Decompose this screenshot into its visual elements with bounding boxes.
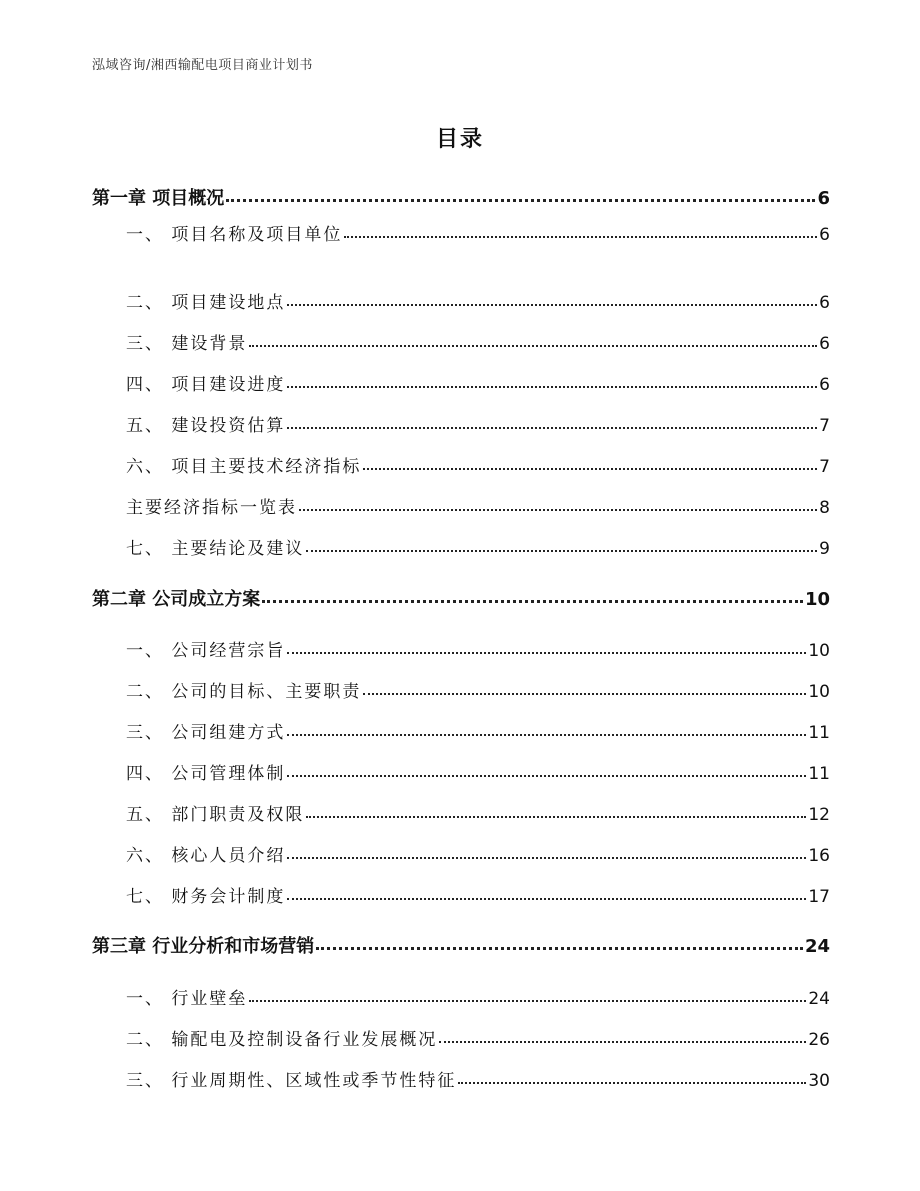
toc-dot-leader	[262, 587, 803, 605]
toc-entry[interactable]	[126, 1025, 830, 1050]
toc-entry[interactable]	[126, 288, 830, 313]
toc-entry[interactable]	[126, 882, 830, 907]
toc-page-number: 10	[808, 641, 830, 661]
toc-page-number: 16	[808, 846, 830, 866]
toc-page-number: 6	[819, 293, 830, 313]
page-header: 泓域咨询/湘西输配电项目商业计划书	[92, 58, 313, 73]
toc-page-number: 26	[808, 1030, 830, 1050]
toc-entry[interactable]	[126, 677, 830, 702]
toc-entry[interactable]	[126, 534, 830, 559]
toc-dot-leader	[344, 223, 817, 240]
toc-page-number: 24	[804, 936, 830, 957]
toc-entry-label: 五、 部门职责及权限	[126, 805, 305, 825]
toc-entry-label: 二、 项目建设地点	[126, 293, 286, 313]
toc-entry-label: 三、 行业周期性、区域性或季节性特征	[126, 1071, 457, 1091]
toc-page-number: 12	[808, 805, 830, 825]
toc-entry-label: 六、 核心人员介绍	[126, 846, 286, 866]
toc-dot-leader	[226, 186, 815, 204]
toc-entry[interactable]	[126, 636, 830, 661]
toc-dot-leader	[299, 496, 817, 513]
toc-dot-leader	[287, 885, 806, 902]
toc-entry[interactable]	[126, 452, 830, 477]
toc-dot-leader	[249, 332, 817, 349]
toc-page-number: 6	[819, 375, 830, 395]
toc-page-number: 11	[808, 764, 830, 784]
page-title: 目录	[435, 127, 484, 152]
toc-page-number: 7	[819, 457, 830, 477]
toc-page-number: 7	[819, 416, 830, 436]
toc-entry[interactable]	[126, 841, 830, 866]
toc-entry[interactable]	[126, 370, 830, 395]
toc-dot-leader	[458, 1069, 806, 1086]
toc-chapter-1[interactable]	[92, 184, 830, 210]
toc-entry[interactable]	[126, 759, 830, 784]
toc-entry-label: 六、 项目主要技术经济指标	[126, 457, 362, 477]
toc-dot-leader	[287, 639, 806, 656]
toc-entry-label: 五、 建设投资估算	[126, 416, 286, 436]
toc-entry-label: 四、 项目建设进度	[126, 375, 286, 395]
toc-entry-label: 四、 公司管理体制	[126, 764, 286, 784]
toc-entry[interactable]	[126, 329, 830, 354]
toc-page-number: 6	[819, 225, 830, 245]
toc-dot-leader	[287, 721, 806, 738]
toc-dot-leader	[287, 291, 817, 308]
toc-chapter-3[interactable]	[92, 932, 830, 958]
toc-chapter-2[interactable]	[92, 585, 830, 611]
toc-entry[interactable]	[126, 984, 830, 1009]
toc-entry-label: 三、 建设背景	[126, 334, 248, 354]
toc-page-number: 10	[808, 682, 830, 702]
toc-dot-leader	[316, 934, 803, 952]
toc-entry-label: 七、 财务会计制度	[126, 887, 286, 907]
toc-entry[interactable]	[126, 718, 830, 743]
toc-dot-leader	[363, 680, 806, 697]
toc-dot-leader	[287, 373, 817, 390]
toc-dot-leader	[306, 803, 806, 820]
toc-page-number: 11	[808, 723, 830, 743]
toc-dot-leader	[287, 844, 806, 861]
toc-chapter-label: 第一章 项目概况	[92, 188, 225, 209]
toc-dot-leader	[287, 762, 806, 779]
toc-entry-label: 一、 行业壁垒	[126, 989, 248, 1009]
toc-page-number: 8	[819, 498, 830, 518]
toc-entry-label: 主要经济指标一览表	[126, 498, 297, 518]
toc-page-number: 24	[808, 989, 830, 1009]
toc-entry-label: 二、 输配电及控制设备行业发展概况	[126, 1030, 438, 1050]
toc-chapter-label: 第二章 公司成立方案	[92, 589, 261, 610]
toc-page-number: 10	[804, 589, 830, 610]
toc-page-number: 17	[808, 887, 830, 907]
toc-dot-leader	[363, 455, 817, 472]
toc-page-number: 6	[817, 188, 830, 209]
toc-chapter-label: 第三章 行业分析和市场营销	[92, 936, 315, 957]
toc-dot-leader	[306, 537, 817, 554]
toc-page-number: 9	[819, 539, 830, 559]
toc-entry[interactable]	[126, 220, 830, 245]
toc-page-number: 30	[808, 1071, 830, 1091]
toc-entry-label: 七、 主要结论及建议	[126, 539, 305, 559]
toc-entry[interactable]	[126, 493, 830, 518]
toc-entry[interactable]	[126, 1066, 830, 1091]
toc-entry-label: 三、 公司组建方式	[126, 723, 286, 743]
toc-entry-label: 二、 公司的目标、主要职责	[126, 682, 362, 702]
toc-dot-leader	[249, 987, 806, 1004]
toc-dot-leader	[439, 1028, 806, 1045]
toc-entry[interactable]	[126, 800, 830, 825]
toc-entry[interactable]	[126, 411, 830, 436]
toc-entry-label: 一、 项目名称及项目单位	[126, 225, 343, 245]
toc-entry-label: 一、 公司经营宗旨	[126, 641, 286, 661]
toc-page-number: 6	[819, 334, 830, 354]
toc-dot-leader	[287, 414, 817, 431]
